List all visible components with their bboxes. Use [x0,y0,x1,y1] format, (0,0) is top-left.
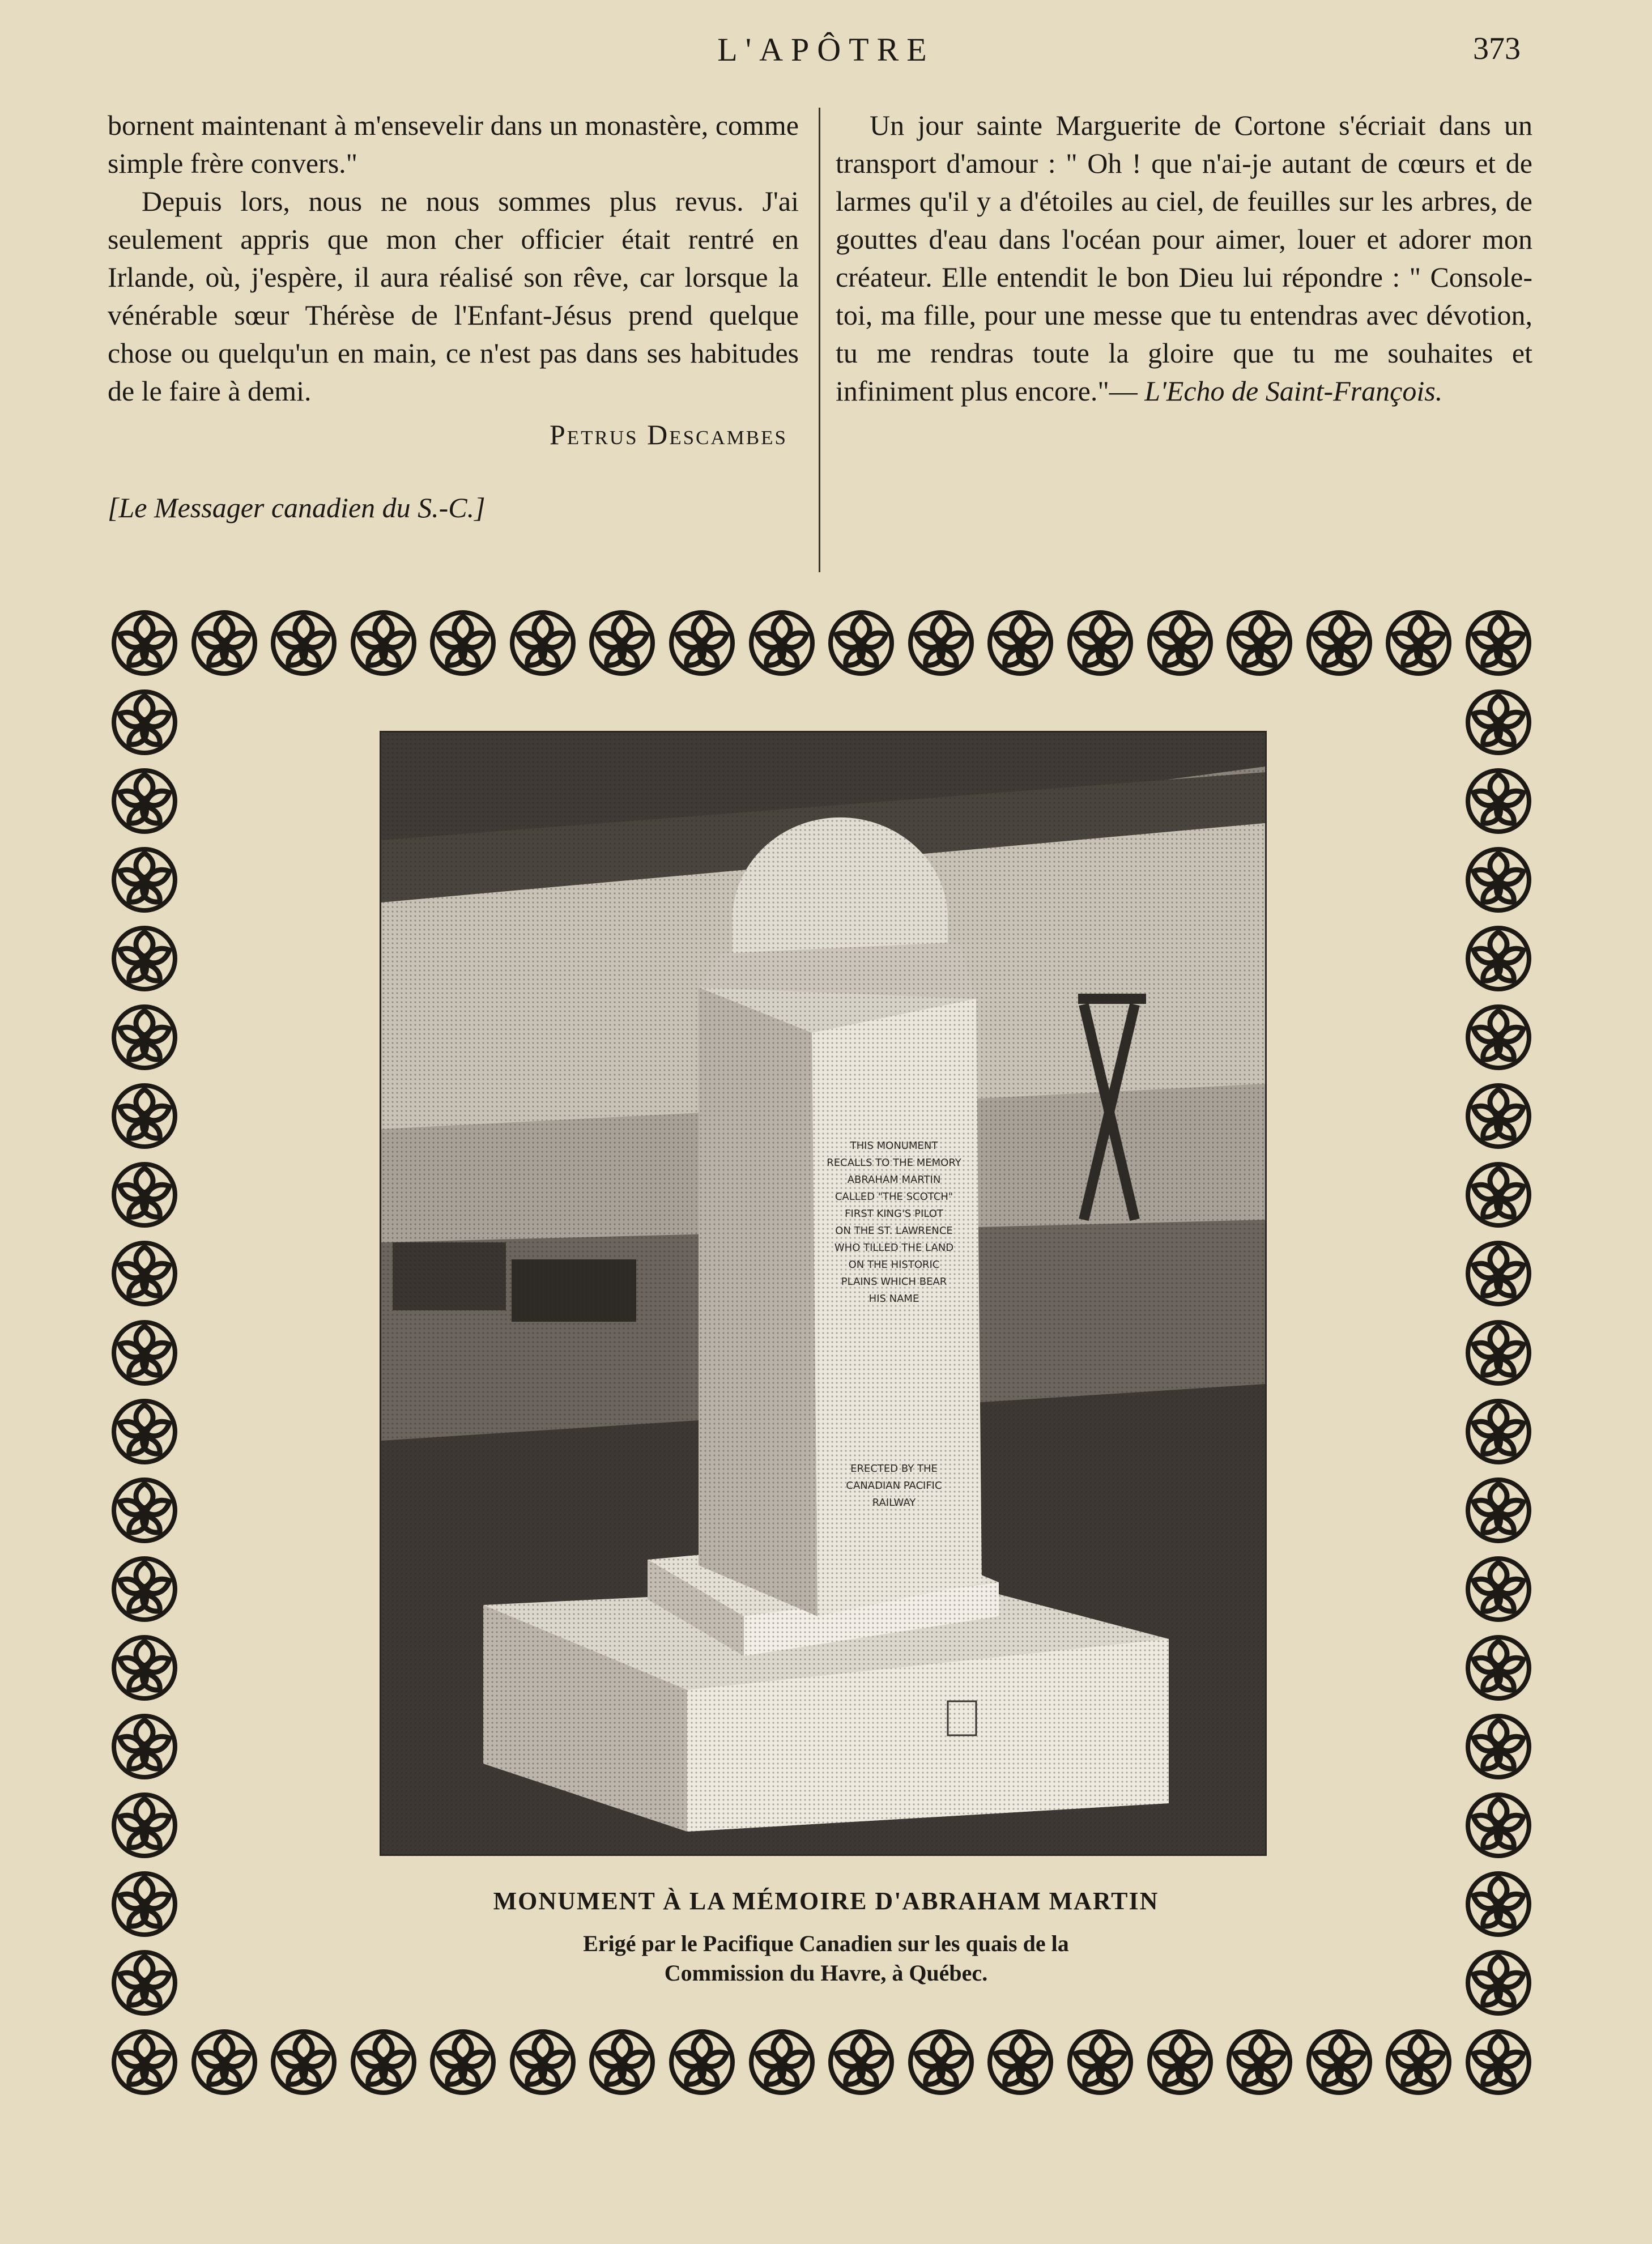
rosette-ornament-icon [347,606,420,680]
rosette-ornament-icon [983,606,1057,680]
inscription-line: ON THE ST. LAWRENCE [835,1225,953,1237]
rosette-ornament-icon [108,922,181,995]
rosette-ornament-icon [1462,1552,1535,1626]
inscription-line: RAILWAY [872,1497,916,1509]
rosette-ornament-icon [426,2025,500,2099]
rosette-ornament-icon [267,606,340,680]
right-column [836,107,1532,410]
rosette-ornament-icon [108,685,181,759]
page-number: 373 [1473,31,1521,66]
rosette-ornament-icon [108,1000,181,1074]
rosette-ornament-icon [1462,1237,1535,1310]
rosette-ornament-icon [585,2025,659,2099]
right-source: L'Echo de Saint-François. [1144,375,1443,407]
rosette-ornament-icon [904,606,978,680]
rosette-ornament-icon [108,1079,181,1153]
rosette-ornament-icon [1462,2025,1535,2099]
right-paragraph-text: Un jour sainte Marguerite de Cortone s'écriait dans un transport d'amour : " Oh ! que n'ai-je autant de cœurs et de larmes qu'il y a d'étoiles au ciel, de feuilles sur les arbres, de gouttes d'eau dans l'océan pour aimer, louer et adorer mon créateur. Elle entendit le bon Dieu lui répondre : " Console-toi, ma fille, pour une messe que tu entendras avec dévotion, tu me rendras toute la gloire que tu me souhaites et infiniment plus encore."— [836,109,1532,407]
rosette-ornament-icon [1223,2025,1296,2099]
inscription-line: ERECTED BY THE [850,1463,938,1475]
rosette-ornament-icon [1382,2025,1455,2099]
rosette-ornament-icon [267,2025,340,2099]
inscription-line: ON THE HISTORIC [848,1259,940,1271]
photo-caption-subtitle [0,1929,1652,1988]
rosette-ornament-icon [665,606,739,680]
rosette-ornament-icon [506,606,580,680]
rosette-ornament-icon [108,1395,181,1468]
rosette-ornament-icon [1223,606,1296,680]
monument-photograph [380,731,1267,1856]
rosette-ornament-icon [1462,1158,1535,1232]
rosette-ornament-icon [1462,922,1535,995]
left-source: [Le Messager canadien du S.-C.] [108,492,486,523]
caption-line-2: Commission du Havre, à Québec. [664,1960,988,1986]
rosette-ornament-icon [347,2025,420,2099]
rosette-ornament-icon [824,606,898,680]
rosette-ornament-icon [585,606,659,680]
rosette-ornament-icon [1462,1316,1535,1390]
rosette-ornament-icon [188,2025,261,2099]
rosette-ornament-icon [1462,685,1535,759]
rosette-ornament-icon [108,1631,181,1705]
inscription-line: PLAINS WHICH BEAR [841,1276,947,1288]
border-right [1462,685,1535,2020]
rosette-ornament-icon [1382,606,1455,680]
rosette-ornament-icon [108,1710,181,1783]
left-column [108,107,799,527]
inscription-line: RECALLS TO THE MEMORY [827,1157,961,1169]
rosette-ornament-icon [108,764,181,838]
rosette-ornament-icon [1063,2025,1137,2099]
right-paragraph [836,107,1532,410]
border-left [108,685,181,2020]
caption-line-1: Erigé par le Pacifique Canadien sur les quais de la [583,1931,1069,1956]
inscription-line: FIRST KING'S PILOT [845,1208,943,1220]
inscription-line: ABRAHAM MARTIN [847,1174,941,1186]
rosette-ornament-icon [426,606,500,680]
rosette-ornament-icon [1462,606,1535,680]
inscription-line: WHO TILLED THE LAND [834,1242,954,1254]
rosette-ornament-icon [1462,1789,1535,1862]
monument-photo-illustration [381,733,1265,1854]
rosette-ornament-icon [108,1158,181,1232]
photo-caption-title: MONUMENT À LA MÉMOIRE D'ABRAHAM MARTIN [493,1887,1159,1915]
border-top [108,606,1535,680]
rosette-ornament-icon [665,2025,739,2099]
rosette-ornament-icon [1462,1079,1535,1153]
rosette-ornament-icon [1462,1395,1535,1468]
left-paragraph-2: Depuis lors, nous ne nous sommes plus revus. J'ai seulement appris que mon cher officier était rentré en Irlande, où, j'espère, il aura réalisé son rêve, car lorsque la vénérable sœur Thérèse de l'Enfant-Jésus prend quelque chose ou quelqu'un en main, ce n'est pas dans ses habitudes de le faire à demi. [108,185,799,407]
rosette-ornament-icon [1063,606,1137,680]
rosette-ornament-icon [824,2025,898,2099]
rosette-ornament-icon [983,2025,1057,2099]
rosette-ornament-icon [1462,1000,1535,1074]
inscription-line: CALLED "THE SCOTCH" [834,1191,953,1203]
rosette-ornament-icon [1462,1474,1535,1547]
rosette-ornament-icon [1462,764,1535,838]
rosette-ornament-icon [108,2025,181,2099]
rosette-ornament-icon [506,2025,580,2099]
rosette-ornament-icon [1143,606,1217,680]
rosette-ornament-icon [1462,843,1535,917]
left-paragraph-1: bornent maintenant à m'ensevelir dans un monastère, comme simple frère convers." [108,109,799,179]
rosette-ornament-icon [108,1237,181,1310]
rosette-ornament-icon [188,606,261,680]
border-bottom [108,2025,1535,2099]
rosette-ornament-icon [108,1552,181,1626]
rosette-ornament-icon [904,2025,978,2099]
inscription-line: THIS MONUMENT [850,1140,938,1152]
rosette-ornament-icon [108,1316,181,1390]
rosette-ornament-icon [108,1474,181,1547]
rosette-ornament-icon [745,606,819,680]
inscription-line: HIS NAME [868,1293,919,1305]
author-signature: Petrus Descambes [549,419,787,450]
rosette-ornament-icon [745,2025,819,2099]
running-title: L'APÔTRE [717,31,935,68]
rosette-ornament-icon [108,606,181,680]
rosette-ornament-icon [108,843,181,917]
rosette-ornament-icon [1462,1631,1535,1705]
rosette-ornament-icon [1462,1710,1535,1783]
column-divider [819,108,820,572]
inscription-line: CANADIAN PACIFIC [846,1480,942,1492]
rosette-ornament-icon [1302,606,1376,680]
rosette-ornament-icon [1302,2025,1376,2099]
rosette-ornament-icon [1143,2025,1217,2099]
rosette-ornament-icon [108,1789,181,1862]
